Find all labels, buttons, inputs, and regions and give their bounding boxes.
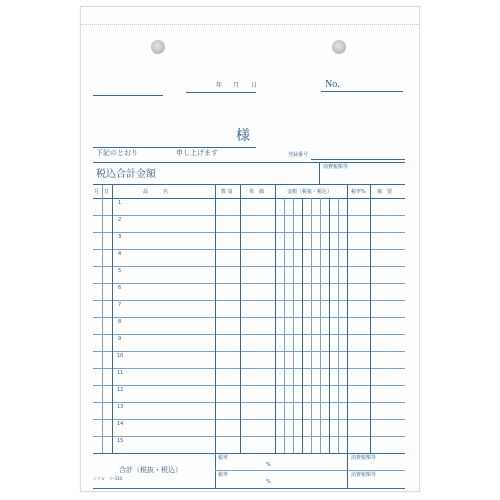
column-line-amount-digit: [338, 198, 339, 453]
registration-number-underline: [311, 159, 405, 160]
row-line: [93, 266, 405, 267]
column-line-quantity-price: [240, 185, 241, 453]
column-line-price-amount: [275, 185, 276, 453]
total-excl-incl-label: 合計（税抜・税込）: [119, 466, 182, 474]
row-number: 8: [118, 319, 122, 325]
footer-tax-rate-label-1: 税率: [218, 455, 229, 461]
column-line-taxrate-remarks: [370, 185, 371, 453]
total-box-top: [93, 162, 405, 163]
registration-number-label: 登録番号: [288, 152, 309, 158]
column-line-amount-digit: [320, 198, 321, 453]
row-number: 10: [117, 353, 124, 359]
header-unit-price: 単 価: [249, 189, 265, 195]
product-code: コクヨ ウ-310: [93, 476, 123, 481]
row-line: [93, 249, 405, 250]
invoice-no-underline: [321, 91, 403, 92]
binding-hole-left: [151, 40, 165, 54]
row-number: 5: [118, 268, 122, 274]
perforation-line: [81, 24, 419, 25]
total-amount-title: 税込合計金額: [96, 169, 156, 180]
date-underline: [186, 92, 256, 93]
row-number: 4: [118, 251, 122, 257]
greeting-left: 下記のとおり: [96, 149, 138, 157]
row-line: [93, 232, 405, 233]
invoice-no-label: No.: [325, 79, 340, 90]
row-number: 14: [117, 421, 124, 427]
column-line-amount-digit: [311, 198, 312, 453]
binding-hole-right: [332, 40, 346, 54]
header-month: 月: [94, 189, 100, 195]
addressee-underline: [93, 147, 256, 148]
header-day: 日: [104, 189, 110, 195]
column-line-amount-taxrate: [347, 185, 348, 488]
column-line-item-quantity: [215, 185, 216, 453]
row-number: 13: [117, 404, 124, 410]
recipient-underline: [93, 95, 163, 96]
row-line: [93, 436, 405, 437]
row-line: [93, 300, 405, 301]
footer-middle-line: [215, 470, 405, 471]
date-year-label: 年: [216, 82, 223, 89]
total-box-bottom: [93, 184, 405, 185]
sama-honorific: 様: [236, 128, 250, 144]
header-amount: 金額（税抜・税込）: [287, 189, 333, 195]
header-quantity: 数 量: [221, 189, 233, 195]
date-day-label: 日: [251, 82, 258, 89]
header-remarks: 摘 要: [377, 189, 393, 195]
row-line: [93, 368, 405, 369]
footer-percent-1: %: [266, 462, 271, 468]
column-line-month-day: [102, 185, 103, 453]
total-box-divider: [319, 162, 320, 184]
row-line: [93, 419, 405, 420]
greeting-right: 申し上げます: [176, 149, 218, 157]
table-body-bottom-line: [93, 453, 405, 454]
header-tax-rate: 税率%: [351, 189, 366, 195]
footer-percent-2: %: [266, 479, 271, 485]
row-line: [93, 402, 405, 403]
header-item: 品 名: [143, 189, 169, 195]
row-line: [93, 334, 405, 335]
row-number: 15: [117, 438, 124, 444]
row-number: 6: [118, 285, 122, 291]
column-line-amount-digit: [284, 198, 285, 453]
header-bottom-line: [93, 198, 405, 199]
column-line-day-item: [112, 185, 113, 453]
row-line: [93, 215, 405, 216]
column-line-amount-digit: [293, 198, 294, 453]
column-line-amount-digit: [329, 198, 330, 453]
row-line: [93, 385, 405, 386]
row-number: 11: [117, 370, 124, 376]
row-number: 9: [118, 336, 122, 342]
row-number: 3: [118, 234, 122, 240]
footer-bottom-line: [93, 488, 405, 489]
footer-tax-amount-label-2: 消費税額等: [351, 472, 377, 478]
row-line: [93, 317, 405, 318]
consumption-tax-label: 消費税額等: [323, 164, 349, 170]
row-line: [93, 351, 405, 352]
row-number: 12: [117, 387, 124, 393]
row-number: 1: [118, 200, 122, 206]
row-number: 7: [118, 302, 122, 308]
invoice-form-sheet: [80, 6, 420, 492]
column-line-amount-digit: [302, 198, 303, 453]
date-month-label: 月: [233, 82, 240, 89]
row-line: [93, 283, 405, 284]
footer-tax-amount-label-1: 消費税額等: [351, 455, 377, 461]
footer-tax-rate-label-2: 税率: [218, 472, 229, 478]
row-number: 2: [118, 217, 122, 223]
